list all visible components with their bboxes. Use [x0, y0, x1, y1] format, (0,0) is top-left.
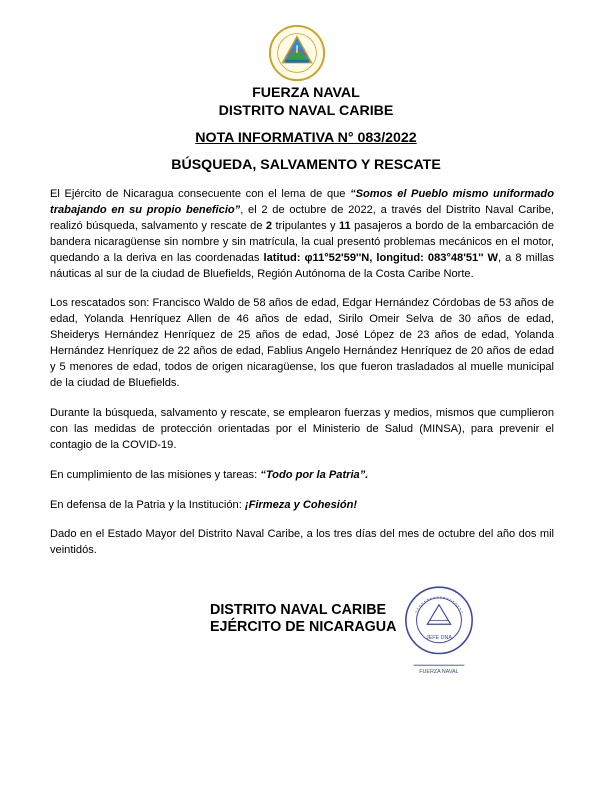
paragraph-3: Durante la búsqueda, salvamento y rescate, se emplearon fuerzas y medios, mismos que cumplieron con las medidas de protección orientadas por el Ministerio de Salud (MINSA), para prevenir el contagio de la COVID-19. — [50, 406, 554, 451]
signature-line-1: DISTRITO NAVAL CARIBE — [210, 602, 387, 618]
p1-coordinates: latitud: φ11°52'59''N, longitud: 083°48'51'' W — [263, 251, 499, 264]
signature-block — [210, 602, 396, 636]
paragraph-4 — [50, 468, 554, 484]
p1-text-a: El Ejército de Nicaragua consecuente con el lema de que — [50, 188, 351, 200]
paragraph-2: Los rescatados son: Francisco Waldo de 58 años de edad, Edgar Hernández Córdobas de 53 años de edad, Yolanda Henríquez Allen de 46 años de edad, Sirilo Omeir Selva de 30 años de edad, Sheiderys Hernández Henríquez de 25 años de edad, José López de 23 años de edad, Yolanda Hernández Henríquez de 22 años de edad, Fablius Angelo Hernández Henríquez de 20 años de edad y 5 menores de edad, todos de origen nicaragüense, los que fueron trasladados al muelle municipal de la ciudad de Bluefields. — [50, 297, 554, 389]
header-distrito-naval: DISTRITO NAVAL CARIBE — [218, 103, 394, 119]
p1-text-i: , a 8 millas náuticas al sur de la ciudad de Bluefields, Región Autónoma de la Costa Caribe Norte. — [50, 251, 554, 280]
header-fuerza-naval: FUERZA NAVAL — [252, 85, 360, 101]
p1-text-g: pasajeros a bordo de la embarcación de bandera nicaragüense sin nombre y sin matrícula, la cual presentó problemas mecánicos en el motor, quedando a la deriva en las coordenadas — [50, 219, 554, 264]
p1-text-e: tripulantes y — [272, 219, 339, 232]
p4-motto: “Todo por la Patria”. — [260, 468, 369, 481]
p1-text-c: , el 2 de octubre de 2022, a través del Distrito Naval Caribe, realizó búsqueda, salvamento y rescate de — [50, 203, 554, 232]
paragraph-1 — [50, 187, 554, 282]
p1-crew-count: 2 — [265, 219, 273, 232]
p5-motto: ¡Firmeza y Cohesión! — [244, 498, 358, 511]
svg-text:JEFE DNA: JEFE DNA — [426, 634, 452, 641]
paragraph-6: Dado en el Estado Mayor del Distrito Naval Caribe, a los tres días del mes de octubre del año dos mil veintidós. — [50, 528, 554, 557]
nicaragua-coat-of-arms-icon — [268, 24, 326, 82]
p5-text: En defensa de la Patria y la Institución: — [50, 498, 245, 511]
paragraph-5 — [50, 498, 554, 514]
p4-text: En cumplimiento de las misiones y tareas: — [50, 468, 261, 481]
note-subject: BÚSQUEDA, SALVAMENTO Y RESCATE — [171, 157, 441, 173]
signature-line-2: EJÉRCITO DE NICARAGUA — [210, 619, 397, 635]
official-stamp-icon — [400, 584, 478, 684]
svg-text:FUERZA NAVAL: FUERZA NAVAL — [419, 669, 459, 675]
p1-passenger-count: 11 — [339, 219, 351, 232]
p1-motto: “Somos el Pueblo mismo uniformado trabajando en su propio beneficio” — [50, 188, 554, 216]
note-title: NOTA INFORMATIVA N° 083/2022 — [195, 130, 417, 146]
note-body — [50, 187, 554, 573]
